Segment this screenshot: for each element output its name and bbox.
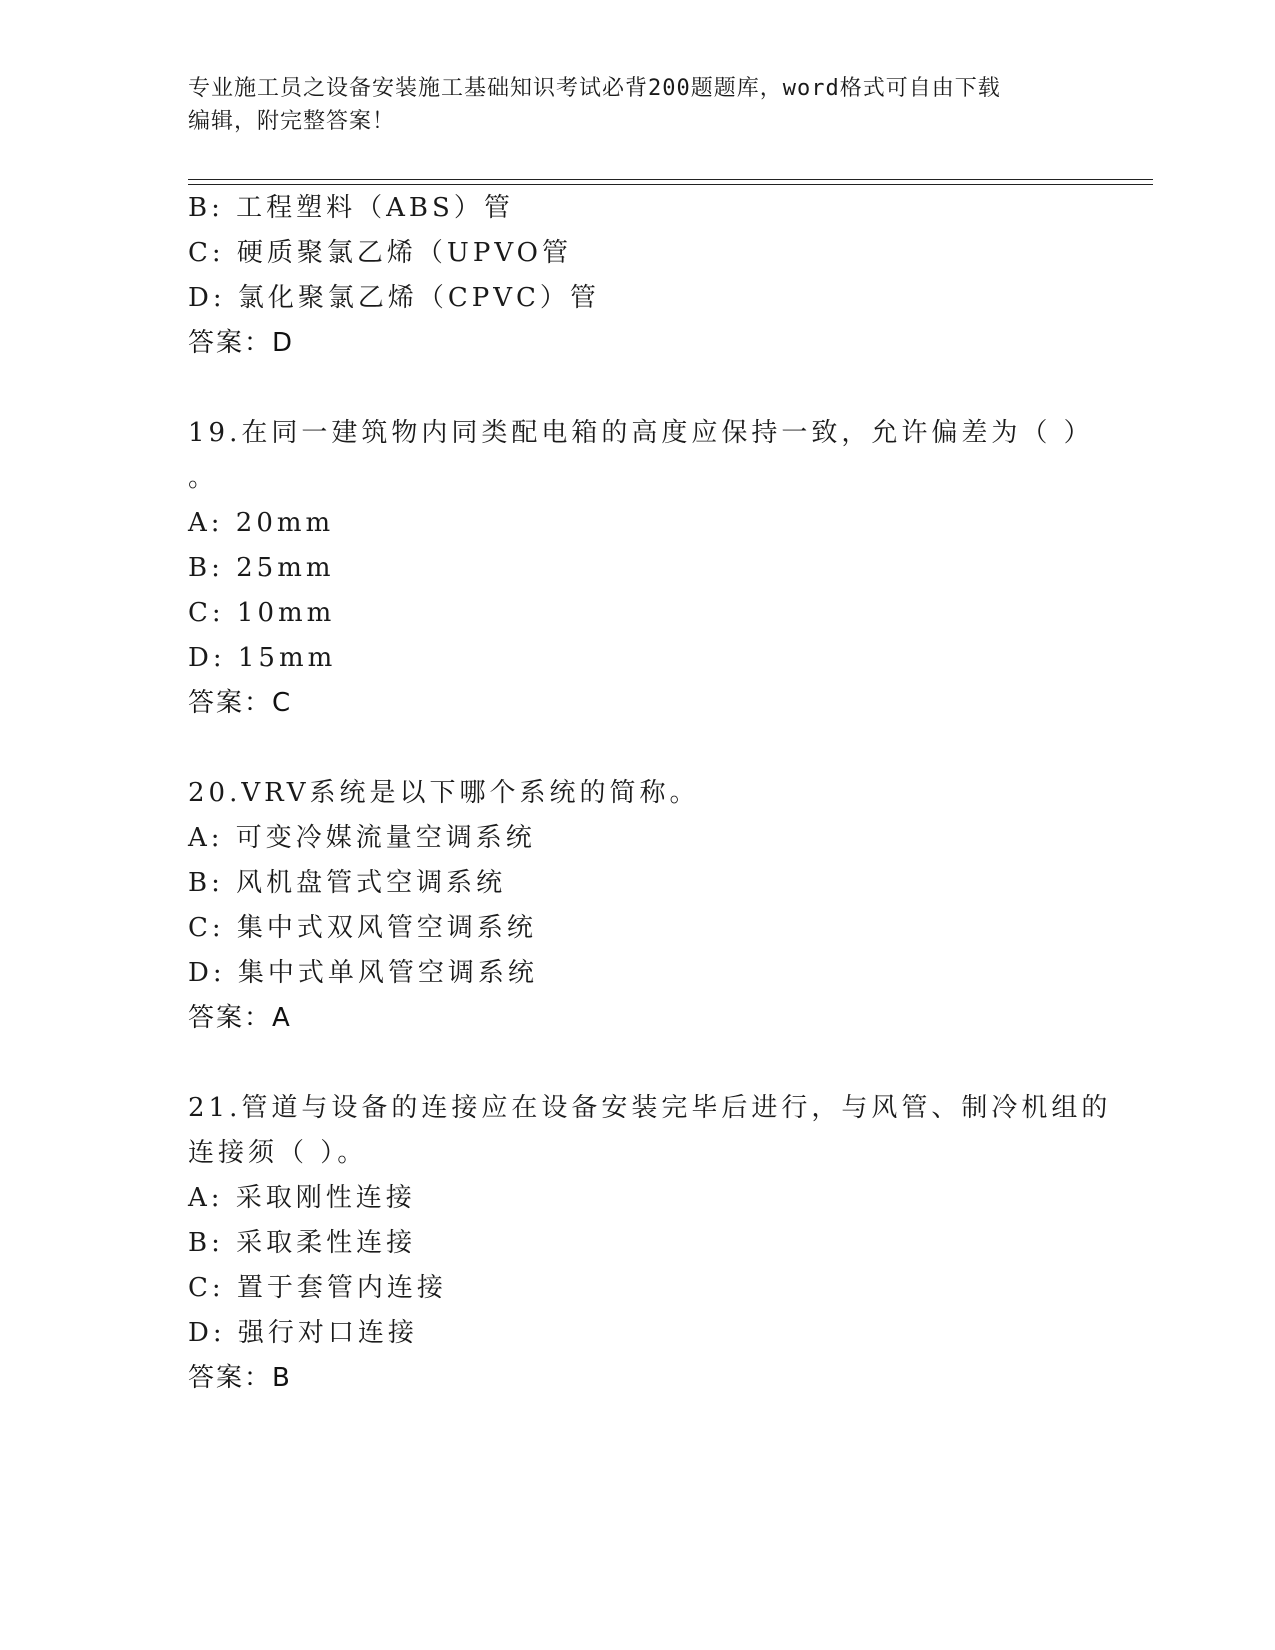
- q19-option-c: C: 10mm: [188, 598, 336, 628]
- q20-option-c: C: 集中式双风管空调系统: [188, 913, 537, 943]
- header-line-1: 专业施工员之设备安装施工基础知识考试必背200题题库，word格式可自由下载: [188, 76, 1001, 101]
- q19-option-d: D: 15mm: [188, 643, 337, 673]
- prev-option-b: B: 工程塑料（ABS）管: [188, 193, 514, 223]
- q20-option-a: A: 可变冷媒流量空调系统: [188, 823, 536, 853]
- q21-stem-line-1: 21.管道与设备的连接应在设备安装完毕后进行，与风管、制冷机组的: [188, 1093, 1112, 1123]
- q20-answer: 答案：A: [188, 1003, 292, 1033]
- q21-option-b: B: 采取柔性连接: [188, 1228, 417, 1258]
- prev-option-d: D: 氯化聚氯乙烯（CPVC）管: [188, 283, 600, 313]
- q19-stem-line-1: 19.在同一建筑物内同类配电箱的高度应保持一致，允许偏差为（ ）: [188, 418, 1094, 448]
- prev-answer: 答案：D: [188, 328, 295, 358]
- q19-stem-line-2: 。: [188, 463, 215, 493]
- q20-option-b: B: 风机盘管式空调系统: [188, 868, 507, 898]
- q21-option-c: C: 置于套管内连接: [188, 1273, 447, 1303]
- prev-option-c: C: 硬质聚氯乙烯（UPVO管: [188, 238, 572, 268]
- header-line-2: 编辑，附完整答案！: [188, 109, 396, 134]
- q19-option-a: A: 20mm: [188, 508, 335, 538]
- header-divider-bottom: [188, 184, 1153, 185]
- q21-answer: 答案：B: [188, 1363, 292, 1393]
- q19-answer: 答案：C: [188, 688, 293, 718]
- q21-option-a: A: 采取刚性连接: [188, 1183, 416, 1213]
- q20-option-d: D: 集中式单风管空调系统: [188, 958, 538, 988]
- document-header: [188, 72, 1068, 138]
- q20-stem-line-1: 20.VRV系统是以下哪个系统的简称。: [188, 778, 700, 808]
- q21-option-d: D: 强行对口连接: [188, 1318, 418, 1348]
- q21-stem-line-2: 连接须（ ）。: [188, 1138, 368, 1168]
- header-divider-top: [188, 179, 1153, 180]
- q19-option-b: B: 25mm: [188, 553, 335, 583]
